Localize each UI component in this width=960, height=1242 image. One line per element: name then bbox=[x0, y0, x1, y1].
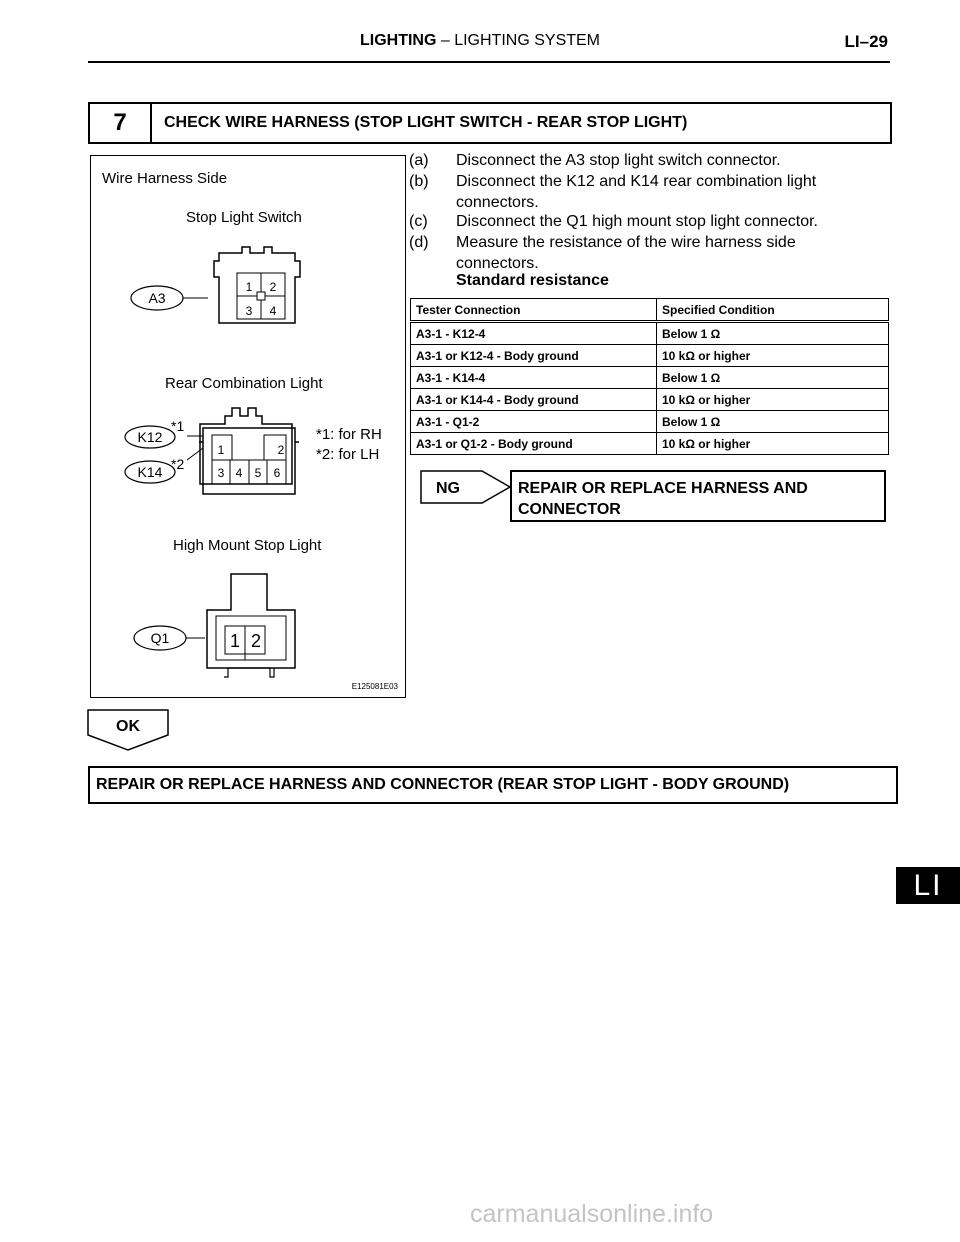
k-pin-4: 4 bbox=[235, 466, 243, 480]
a3-pin-4: 4 bbox=[269, 304, 277, 318]
page-number: LI–29 bbox=[844, 32, 888, 51]
table-header-connection: Tester Connection bbox=[411, 299, 657, 322]
section-name: LIGHTING bbox=[359, 32, 437, 49]
instruction-c bbox=[409, 211, 889, 232]
rear-combination-connector-icon bbox=[199, 408, 299, 494]
note-rh: *1: for RH bbox=[316, 426, 382, 443]
table-cell-condition: Below 1 Ω bbox=[657, 411, 889, 433]
connector-diagram-svg bbox=[91, 156, 405, 697]
a3-pin-2: 2 bbox=[269, 280, 277, 294]
q1-connector-icon bbox=[207, 574, 295, 677]
table-row bbox=[411, 433, 889, 455]
table-row bbox=[411, 389, 889, 411]
table-cell-condition: Below 1 Ω bbox=[657, 322, 889, 345]
table-cell-connection: A3-1 - Q1-2 bbox=[411, 411, 657, 433]
k-pin-3: 3 bbox=[217, 466, 225, 480]
instruction-a bbox=[409, 150, 889, 171]
table-cell-condition: 10 kΩ or higher bbox=[657, 433, 889, 455]
k-pin-6: 6 bbox=[273, 466, 281, 480]
q1-label: Q1 bbox=[150, 630, 170, 646]
q1-pin-2: 2 bbox=[250, 631, 262, 651]
table-cell-condition: 10 kΩ or higher bbox=[657, 345, 889, 367]
ng-arrow-icon bbox=[420, 470, 512, 504]
ok-arrow-icon bbox=[87, 709, 171, 751]
table-header-row bbox=[411, 299, 889, 322]
a3-connector-callout bbox=[131, 286, 208, 310]
connector-diagram bbox=[90, 155, 406, 698]
a3-label: A3 bbox=[148, 290, 166, 306]
ng-label: NG bbox=[436, 480, 460, 497]
k12-label: K12 bbox=[137, 429, 163, 445]
table-header-condition: Specified Condition bbox=[657, 299, 889, 322]
section-side-tab: LI bbox=[896, 867, 960, 904]
instruction-c-text: Disconnect the Q1 high mount stop light connector. bbox=[456, 213, 818, 230]
instruction-a-label: (a) bbox=[409, 152, 429, 169]
ok-label: OK bbox=[116, 718, 140, 735]
k12-mark: *1 bbox=[171, 418, 185, 434]
table-cell-connection: A3-1 or K12-4 - Body ground bbox=[411, 345, 657, 367]
instruction-d-label: (d) bbox=[409, 234, 429, 251]
instruction-d-text: Measure the resistance of the wire harness side connectors. bbox=[456, 234, 796, 272]
table-row bbox=[411, 411, 889, 433]
page-header-title bbox=[200, 32, 760, 50]
q1-pin-1: 1 bbox=[229, 631, 241, 651]
stop-light-switch-title: Stop Light Switch bbox=[186, 209, 302, 226]
table-cell-connection: A3-1 or K14-4 - Body ground bbox=[411, 389, 657, 411]
q1-connector-callout bbox=[134, 626, 205, 650]
k-pin-2: 2 bbox=[277, 443, 285, 457]
k14-mark: *2 bbox=[171, 456, 185, 472]
k-pin-1: 1 bbox=[217, 443, 225, 457]
section-subname: – LIGHTING SYSTEM bbox=[436, 32, 601, 49]
table-cell-connection: A3-1 - K14-4 bbox=[411, 367, 657, 389]
diagram-heading: Wire Harness Side bbox=[102, 170, 228, 187]
ng-action-box bbox=[510, 470, 886, 522]
high-mount-stop-light-title: High Mount Stop Light bbox=[173, 537, 322, 554]
instruction-b bbox=[409, 171, 889, 213]
a3-pin-1: 1 bbox=[245, 280, 253, 294]
instruction-b-text: Disconnect the K12 and K14 rear combination light connectors. bbox=[456, 173, 817, 211]
standard-resistance-label: Standard resistance bbox=[456, 272, 609, 289]
instruction-d bbox=[409, 232, 889, 274]
table-cell-connection: A3-1 - K12-4 bbox=[411, 322, 657, 345]
note-lh: *2: for LH bbox=[316, 446, 380, 463]
table-row bbox=[411, 322, 889, 345]
a3-connector-icon bbox=[214, 247, 300, 323]
k12-connector-callout bbox=[125, 418, 203, 448]
table-row bbox=[411, 345, 889, 367]
k14-connector-callout bbox=[125, 448, 203, 483]
rear-combination-light-title: Rear Combination Light bbox=[165, 375, 323, 392]
step-heading-box bbox=[88, 102, 892, 144]
ng-action-line-2: CONNECTOR bbox=[518, 501, 621, 518]
ng-action-line-1: REPAIR OR REPLACE HARNESS AND bbox=[518, 480, 808, 497]
instruction-a-text: Disconnect the A3 stop light switch connector. bbox=[456, 152, 781, 169]
a3-pin-3: 3 bbox=[245, 304, 253, 318]
final-action-text: REPAIR OR REPLACE HARNESS AND CONNECTOR (REAR STOP LIGHT - BODY GROUND) bbox=[96, 776, 790, 793]
watermark: carmanualsonline.info bbox=[470, 1200, 714, 1228]
step-number: 7 bbox=[90, 104, 152, 142]
instruction-c-label: (c) bbox=[409, 213, 428, 230]
table-cell-condition: Below 1 Ω bbox=[657, 367, 889, 389]
figure-id: E125081E03 bbox=[351, 682, 398, 691]
instruction-b-label: (b) bbox=[409, 173, 429, 190]
table-row bbox=[411, 367, 889, 389]
k14-label: K14 bbox=[137, 464, 163, 480]
header-rule bbox=[88, 61, 890, 63]
table-cell-condition: 10 kΩ or higher bbox=[657, 389, 889, 411]
final-action-box bbox=[88, 766, 898, 804]
resistance-table bbox=[410, 298, 889, 455]
step-title: CHECK WIRE HARNESS (STOP LIGHT SWITCH - REAR STOP LIGHT) bbox=[164, 114, 688, 131]
k-pin-5: 5 bbox=[254, 466, 262, 480]
table-cell-connection: A3-1 or Q1-2 - Body ground bbox=[411, 433, 657, 455]
